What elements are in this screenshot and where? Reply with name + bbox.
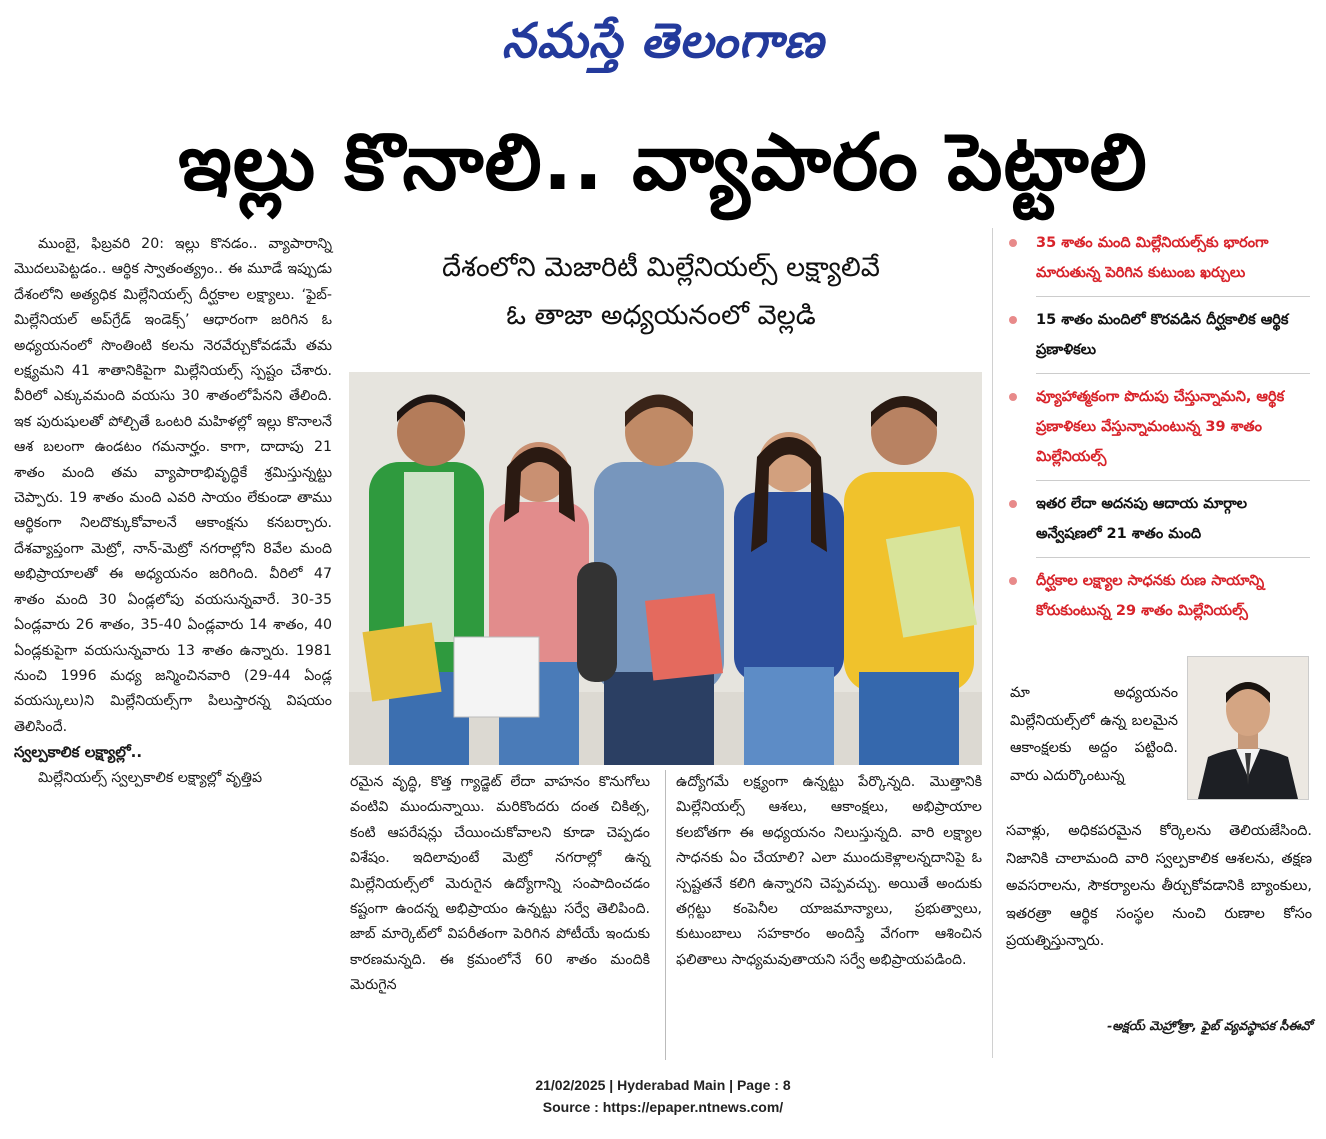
article-column-2 [350, 770, 650, 999]
list-divider [1036, 296, 1310, 297]
article-paragraph: ముంబై, ఫిబ్రవరి 20: ఇల్లు కొనడం.. వ్యాపారాన్ని మొదలుపెట్టడం.. ఆర్థిక స్వాతంత్య్రం.. ఈ మూడే ఇప్పుడు దేశంలోని అత్యధిక మిల్లేనియల్స్‌ దీర్ఘకాల లక్ష్యాలు. ‘ఫైబ్‌-మిల్లేనియల్‌ అప్‌గ్రేడ్‌ ఇండెక్స్‌’ ఆధారంగా జరిగిన ఓ అధ్యయనంలో సొంతింటి కలను నెరవేర్చుకోవడమే తమ లక్ష్యమని 41 శాతానికిపైగా మిల్లేనియల్స్‌ స్పష్టం చేశారు. వీరిలో ఎక్కువమంది వయసు 30 శాతంలోపేనని తేలింది. ఇక పురుషులతో పోల్చితే ఒంటరి మహిళల్లో ఇల్లు కొనాలనే ఆశ బలంగా ఉండటం గమనార్హం. కాగా, దాదాపు 21 శాతం మంది తమ వ్యాపారాభివృద్ధికే శ్రమిస్తున్నట్టు చెప్పారు. 19 శాతం మంది ఎవరి సాయం లేకుండా తాము ఆర్థికంగా నిలదొక్కుకోవాలనే ఆకాంక్షను కనబర్చారు. దేశవ్యాప్తంగా మెట్రో, నాన్‌-మెట్రో నగరాల్లోని 8వేల మంది అభిప్రాయాలతో ఈ అధ్యయనం జరిగింది. వీరిలో 47 శాతం మంది 30 ఏండ్లలోపు వయసున్నవారే. 30-35 ఏండ్లవారు 26 శాతం, 35-40 ఏండ్లవారు 14 శాతం, 40 ఏండ్లకుపైగా వయసున్నవారు 13 శాతం ఉన్నారు. 1981 నుంచి 1996 మధ్య జన్మించినవారి (29-44 ఏండ్ల వయస్కులు)ని మిల్లేనియల్స్‌గా పిలుస్తారన్న విషయం తెలిసిందే. [14, 236, 332, 735]
headline: ఇల్లు కొనాలి.. వ్యాపారం పెట్టాలి [178, 118, 1148, 208]
sidebar-divider [992, 228, 993, 1058]
page-footer [0, 1074, 1326, 1118]
highlights-list [1006, 228, 1310, 634]
portrait-illustration [1188, 657, 1308, 799]
highlight-text: ఇతర లేదా అదనపు ఆదాయ మార్గాల అన్వేషణలో 21 శాతం మంది [1036, 496, 1248, 542]
article-column-3 [676, 770, 982, 973]
column-divider [665, 770, 666, 1060]
quote-attribution: -అక్షయ్‌ మెహ్రోత్రా, ఫైబ్‌ వ్యవస్థాపక సీఈవో [1107, 1018, 1312, 1033]
highlight-text: 35 శాతం మంది మిల్లేనియల్స్‌కు భారంగా మారుతున్న పెరిగిన కుటుంబ ఖర్చులు [1036, 235, 1269, 281]
bullet-dot-icon [1009, 577, 1017, 585]
subheadline-line-2: ఓ తాజా అధ్యయనంలో వెల్లడి [506, 300, 816, 331]
highlight-item [1006, 305, 1310, 365]
highlight-item [1006, 382, 1310, 472]
quote-text-1: మా అధ్యయనం మిల్లేనియల్స్‌లో ఉన్న బలమైన ఆకాంక్షలకు అద్దం పట్టింది. వారు ఎదుర్కొంటున్న [1010, 685, 1178, 784]
list-divider [1036, 373, 1310, 374]
highlight-item [1006, 489, 1310, 549]
highlight-text: దీర్ఘకాల లక్ష్యాల సాధనకు రుణ సాయాన్ని కోరుకుంటున్న 29 శాతం మిల్లేనియల్స్‌ [1036, 573, 1265, 619]
quote-text-2: సవాళ్లు, అధికపరమైన కోర్కెలను తెలియజేసింది. నిజానికి చాలామంది వారి స్వల్పకాలిక ఆశలను, తక్షణ అవసరాలను, సౌకర్యాలను తీర్చుకోవడానికి బ్యాంకులు, ఇతరత్రా ఆర్థిక సంస్థల నుంచి రుణాల కోసం ప్రయత్నిస్తున్నారు. [1006, 823, 1312, 949]
bullet-dot-icon [1009, 393, 1017, 401]
students-illustration [349, 372, 982, 765]
bullet-dot-icon [1009, 500, 1017, 508]
article-paragraph: ఉద్యోగమే లక్ష్యంగా ఉన్నట్టు పేర్కొన్నది. మొత్తానికి మిల్లేనియల్స్‌ ఆశలు, ఆకాంక్షలు, అభిప్రాయాల కలబోతగా ఈ అధ్యయనం నిలుస్తున్నది. వారి లక్ష్యాల సాధనకు ఏం చేయాలి? ఎలా ముందుకెళ్లాలన్నదానిపై ఓ స్పష్టతనే కలిగి ఉన్నారని చెప్పవచ్చు. అయితే అందుకు తగ్గట్టు కంపెనీల యాజమాన్యాలు, ప్రభుత్వాలు, కుటుంబాలు సహకారం అందిస్తే వేగంగా ఆశించిన ఫలితాలు సాధ్యమవుతాయని సర్వే అభిప్రాయపడింది. [676, 774, 982, 968]
highlight-text: 15 శాతం మందిలో కొరవడిన దీర్ఘకాలిక ఆర్థిక ప్రణాళికలు [1036, 312, 1289, 358]
list-divider [1036, 557, 1310, 558]
article-paragraph: మిల్లేనియల్స్‌ స్వల్పకాలిక లక్ష్యాల్లో వృత్తిప [38, 769, 263, 786]
article-paragraph: రమైన వృద్ధి, కొత్త గ్యాడ్జెట్‌ లేదా వాహనం కొనుగోలు వంటివి ముందున్నాయి. మరికొందరు దంత చికిత్స, కంటి ఆపరేషన్లు చేయించుకోవాలని కూడా చెప్పడం విశేషం. ఇదిలావుంటే మెట్రో నగరాల్లో ఉన్న మిల్లేనియల్స్‌లో మెరుగైన ఉద్యోగాన్ని సంపాదించడం కష్టంగా ఉందన్న అభిప్రాయం ఉన్నట్టు సర్వే తెలిపింది. జాబ్‌ మార్కెట్‌లో విపరీతంగా పెరిగిన పోటీయే ఇందుకు కారణమన్నది. ఈ క్రమంలోనే 60 శాతం మందికి మెరుగైన [350, 774, 650, 994]
highlight-text: వ్యూహాత్మకంగా పొదుపు చేస్తున్నామని, ఆర్థిక ప్రణాళికలు వేస్తున్నామంటున్న 39 శాతం మిల్లేనియల్స్‌ [1036, 389, 1285, 465]
article-column-1 [14, 232, 332, 791]
executive-portrait [1187, 656, 1309, 800]
footer-date-edition: 21/02/2025 | Hyderabad Main | Page : 8 [535, 1077, 791, 1093]
subheadline [346, 244, 976, 364]
list-divider [1036, 480, 1310, 481]
highlight-item [1006, 228, 1310, 288]
bullet-dot-icon [1009, 239, 1017, 247]
subheadline-line-1: దేశంలోని మెజారిటీ మిల్లేనియల్స్‌ లక్ష్యాలివే [442, 252, 880, 283]
students-photo [349, 372, 982, 765]
bullet-dot-icon [1009, 316, 1017, 324]
section-heading: స్వల్పకాలిక లక్ష్యాల్లో.. [14, 743, 143, 762]
highlight-item [1006, 566, 1310, 626]
masthead-logo: నమస్తే తెలంగాణ [501, 13, 825, 69]
footer-source: Source : https://epaper.ntnews.com/ [542, 1099, 784, 1115]
